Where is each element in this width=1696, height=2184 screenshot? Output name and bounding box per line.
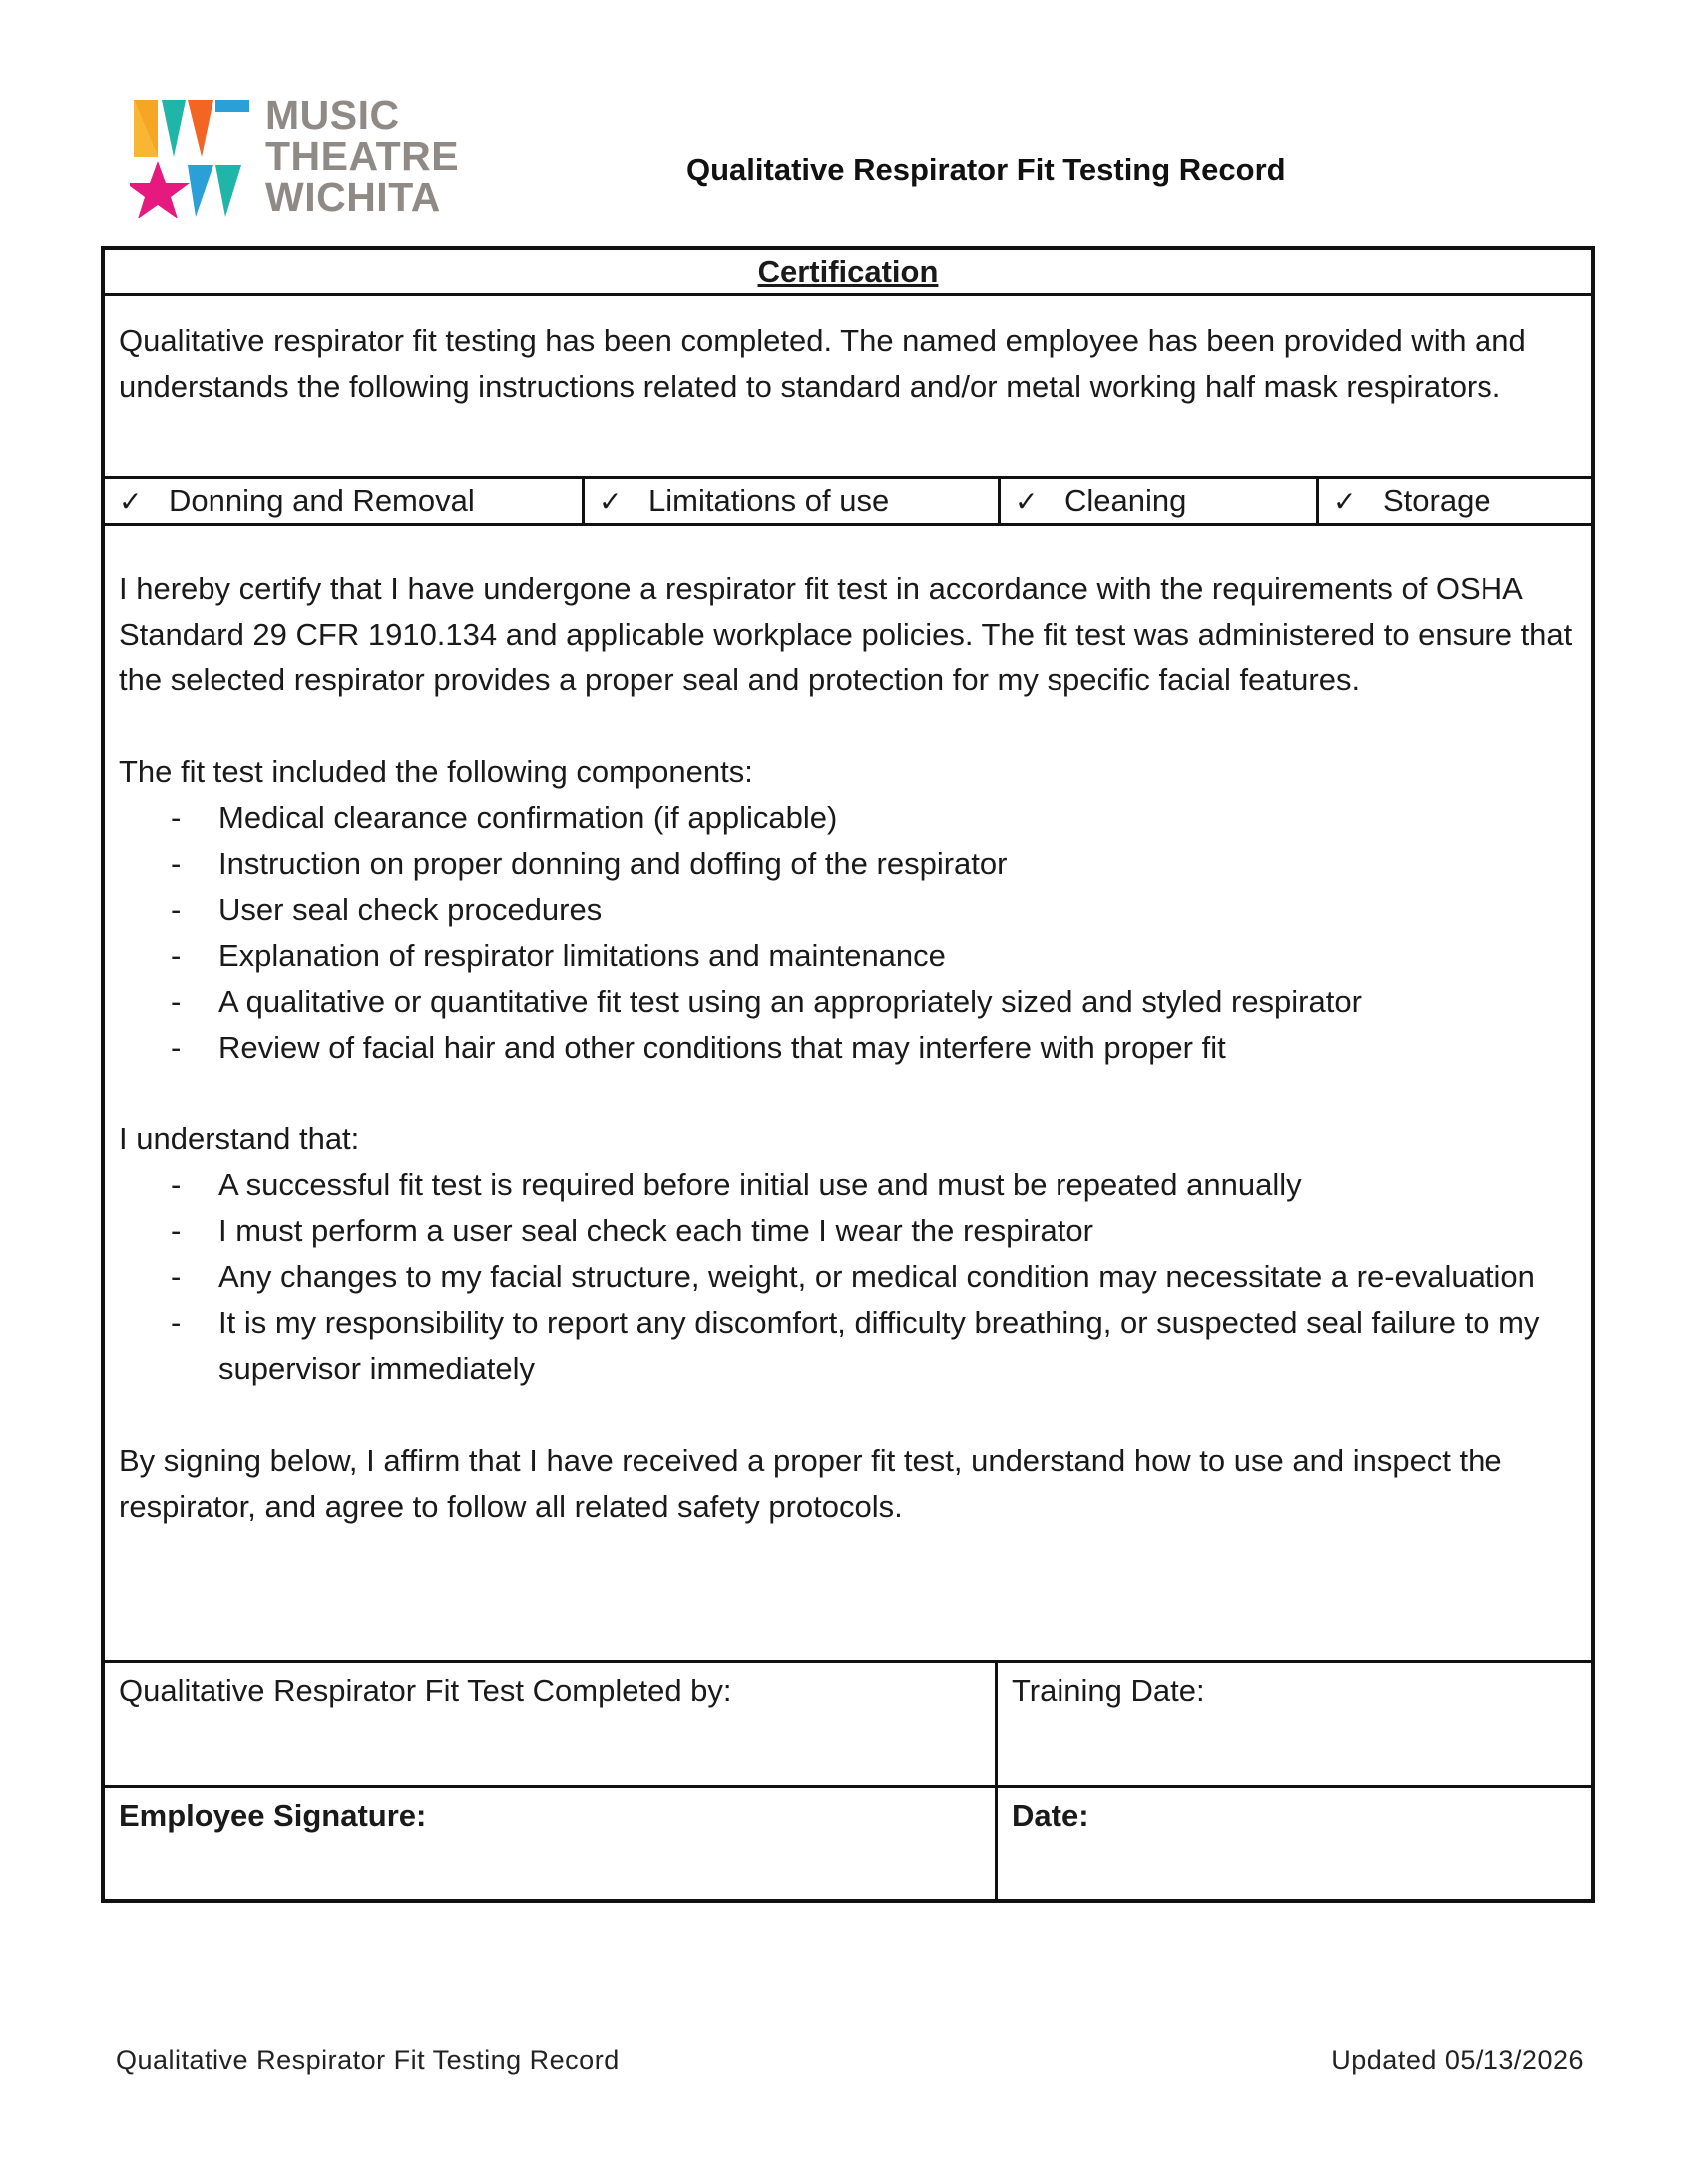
list-item: - I must perform a user seal check each time I wear the respirator — [171, 1208, 1577, 1254]
date-label: Date: — [1012, 1798, 1089, 1833]
completed-by-label: Qualitative Respirator Fit Test Completed by: — [119, 1673, 732, 1708]
check-limitations: ✓ Limitations of use — [582, 479, 998, 523]
components-intro: The fit test included the following components: — [119, 754, 753, 789]
components-list — [119, 795, 1577, 1071]
list-item: - User seal check procedures — [171, 887, 1577, 933]
check-donning-removal: ✓ Donning and Removal — [105, 479, 582, 523]
list-item: - A qualitative or quantitative fit test using an appropriately sized and styled respirator — [171, 979, 1577, 1025]
certification-statement — [105, 526, 1591, 1663]
list-item: - Instruction on proper donning and doffing of the respirator — [171, 841, 1577, 887]
training-date-label: Training Date: — [1012, 1673, 1205, 1708]
understand-list — [119, 1162, 1577, 1392]
list-item: - Any changes to my facial structure, weight, or medical condition may necessitate a re-evaluation — [171, 1254, 1577, 1300]
logo — [130, 92, 469, 224]
check-storage: ✓ Storage — [1316, 479, 1591, 523]
list-item: - It is my responsibility to report any discomfort, difficulty breathing, or suspected seal failure to my supervisor immediately — [171, 1300, 1577, 1392]
date-field[interactable] — [995, 1788, 1591, 1899]
list-item: - Review of facial hair and other conditions that may interfere with proper fit — [171, 1025, 1577, 1071]
completed-by-field[interactable] — [105, 1663, 995, 1785]
footer-updated-date: Updated 05/13/2026 — [1331, 2045, 1584, 2075]
logo-mark-icon — [130, 95, 254, 219]
training-date-field[interactable] — [995, 1663, 1591, 1785]
checkmark-icon: ✓ — [119, 485, 143, 518]
checkmark-icon: ✓ — [1333, 485, 1357, 518]
certification-heading: Certification — [105, 250, 1591, 296]
list-item: - A successful fit test is required before initial use and must be repeated annually — [171, 1162, 1577, 1208]
signature-row — [105, 1788, 1591, 1899]
fit-test-form — [101, 246, 1595, 1903]
statement-paragraph: I hereby certify that I have undergone a respirator fit test in accordance with the requirements of OSHA Standard 29 CFR 1910.134 and applicable workplace policies. The fit test was administered to ensure that the selected respirator provides a proper seal and protection for my specific facial features. — [119, 571, 1573, 697]
employee-signature-label: Employee Signature: — [119, 1798, 427, 1833]
understand-intro: I understand that: — [119, 1121, 360, 1156]
checkmark-icon: ✓ — [599, 485, 623, 518]
list-item: - Explanation of respirator limitations and maintenance — [171, 933, 1577, 979]
completion-row — [105, 1663, 1591, 1788]
checkmark-icon: ✓ — [1015, 485, 1039, 518]
document-title: Qualitative Respirator Fit Testing Record — [686, 152, 1286, 187]
footer-document-name: Qualitative Respirator Fit Testing Record — [116, 2045, 620, 2075]
certification-intro: Qualitative respirator fit testing has been completed. The named employee has been provided with and understands the following instructions related to standard and/or metal working half mask respirators. — [105, 296, 1591, 479]
list-item: - Medical clearance confirmation (if applicable) — [171, 795, 1577, 841]
closing-paragraph: By signing below, I affirm that I have received a proper fit test, understand how to use and inspect the respirator, and agree to follow all related safety protocols. — [119, 1443, 1502, 1524]
logo-wordmark: MUSIC THEATRE WICHITA — [265, 92, 460, 219]
check-cleaning: ✓ Cleaning — [998, 479, 1316, 523]
employee-signature-field[interactable] — [105, 1788, 995, 1899]
instruction-checklist — [105, 479, 1591, 526]
